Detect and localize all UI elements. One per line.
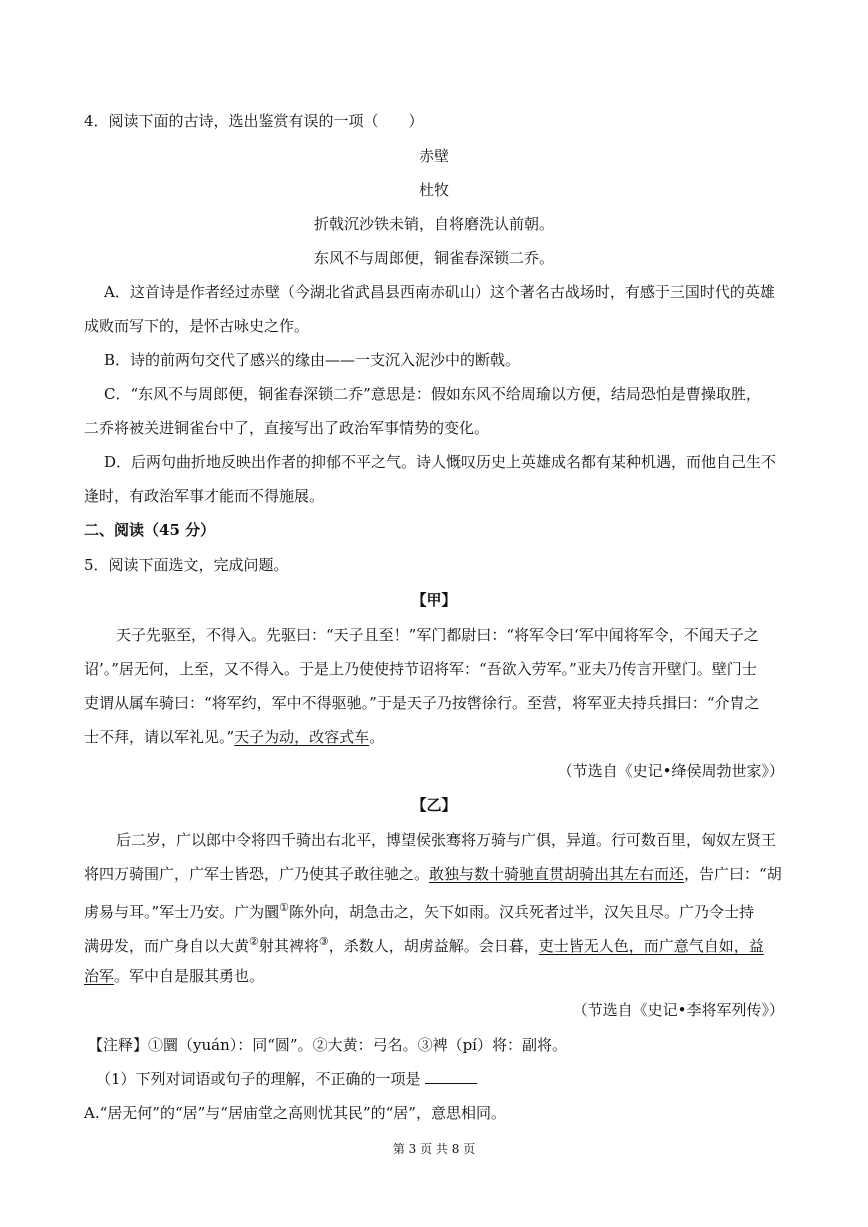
option-c-line-2: 二乔将被关进铜雀台中了，直接写出了政治军事情势的变化。 bbox=[84, 419, 490, 437]
annotation-notes: 【注释】①圜（yuán）：同“圆”。②大黄：弓名。③裨（pí）将：副将。 bbox=[88, 1036, 567, 1054]
option-d-line-1: D．后两句曲折地反映出作者的抑郁不平之气。诗人慨叹历史上英雄成名都有某种机遇，而他自己生不 bbox=[104, 453, 777, 471]
yi-line-2-end: ，告广曰：“胡 bbox=[684, 865, 782, 883]
passage-jia-line-3: 吏谓从属车骑曰：“将军约，军中不得驱驰。”于是天子乃按辔徐行。至营，将军亚夫持兵揖曰：“介胄之 bbox=[84, 694, 760, 712]
option-c-line-1: C．“东风不与周郎便，铜雀春深锁二乔”意思是：假如东风不给周瑜以方便，结局恐怕是曹操取胜， bbox=[104, 385, 761, 403]
yi-underlined-sentence-2: 吏士皆无人色，而广意气自如，益 bbox=[538, 937, 764, 955]
poem-author: 杜牧 bbox=[418, 181, 449, 199]
passage-yi-heading: 【乙】 bbox=[411, 796, 457, 814]
yi-underlined-sentence-1: 敢独与数十骑驰直贯胡骑出其左右而还 bbox=[429, 865, 685, 883]
poem-line-2: 东风不与周郎便，铜雀春深锁二乔。 bbox=[313, 249, 554, 267]
passage-yi-source: （节选自《史记•李将军列传》） bbox=[572, 1001, 784, 1019]
passage-jia-heading: 【甲】 bbox=[411, 591, 457, 609]
passage-yi-line-4 bbox=[84, 932, 764, 956]
option-a-line-1: A．这首诗是作者经过赤壁（今湖北省武昌县西南赤矶山）这个著名古战场时，有感于三国时代的英雄 bbox=[104, 283, 775, 301]
yi-line-5-end: 。军中自是服其勇也。 bbox=[114, 967, 265, 985]
note-marker-1: ① bbox=[279, 901, 290, 914]
option-a-line-2: 成败而写下的，是怀古咏史之作。 bbox=[84, 317, 310, 335]
yi-line-3-end: 陈外向，胡急击之，矢下如雨。汉兵死者过半，汉矢且尽。广乃令士持 bbox=[289, 903, 755, 921]
sub-question-1-text: （1）下列对词语或句子的理解，不正确的一项是 bbox=[96, 1070, 421, 1088]
passage-yi-line-5 bbox=[84, 966, 264, 986]
question-5-stem: 5．阅读下面选文，完成问题。 bbox=[84, 556, 289, 574]
sub-question-1-stem bbox=[96, 1069, 477, 1089]
poem-title: 赤壁 bbox=[418, 147, 449, 165]
yi-line-4-text: 满毋发，而广身自以大黄 bbox=[84, 937, 250, 955]
passage-jia-source: （节选自《史记•绛侯周勃世家》） bbox=[557, 762, 784, 780]
question-4-stem: 4．阅读下面的古诗，选出鉴赏有误的一项（ ） bbox=[84, 112, 424, 130]
passage-yi-line-3 bbox=[84, 898, 754, 922]
passage-yi-line-2 bbox=[84, 864, 782, 884]
jia-line-4-text: 士不拜，请以军礼见。” bbox=[84, 728, 235, 746]
passage-jia-line-1: 天子先驱至，不得入。先驱曰：“天子且至！”军门都尉曰：“将军令曰‘军中闻将军令，不闻天子之 bbox=[116, 626, 759, 644]
yi-underlined-sentence-2-end: 治军 bbox=[84, 967, 115, 985]
note-marker-2: ② bbox=[249, 935, 259, 948]
poem-line-1: 折戟沉沙铁未销，自将磨洗认前朝。 bbox=[313, 215, 554, 233]
yi-line-3-text: 虏易与耳。”军士乃安。广为圜 bbox=[84, 903, 280, 921]
sub-question-1-option-a: A.“居无何”的“居”与“居庙堂之高则忧其民”的“居”，意思相同。 bbox=[84, 1104, 506, 1122]
jia-underlined-sentence: 天子为动，改容式车 bbox=[234, 728, 370, 746]
note-marker-3: ③ bbox=[318, 935, 329, 948]
page-footer: 第 3 页 共 8 页 bbox=[392, 1142, 476, 1156]
option-b-line-1: B．诗的前两句交代了感兴的缘由——一支沉入泥沙中的断戟。 bbox=[104, 351, 521, 369]
passage-yi-line-1: 后二岁，广以郎中令将四千骑出右北平，博望侯张骞将万骑与广俱，异道。行可数百里，匈奴左贤王 bbox=[116, 831, 777, 849]
passage-jia-line-2: 诏’。”居无何，上至，又不得入。于是上乃使使持节诏将军：“吾欲入劳军。”亚夫乃传言开壁门。壁门士 bbox=[84, 660, 757, 678]
yi-line-2-text: 将四万骑围广，广军士皆恐，广乃使其子敢往驰之。 bbox=[84, 865, 430, 883]
yi-line-4-mid: 射其裨将 bbox=[258, 937, 319, 955]
section-2-heading: 二、阅读（45 分） bbox=[84, 521, 216, 539]
option-d-line-2: 逢时，有政治军事才能而不得施展。 bbox=[84, 487, 325, 505]
jia-line-4-end: 。 bbox=[369, 728, 385, 746]
answer-blank[interactable] bbox=[425, 1069, 477, 1084]
passage-jia-line-4 bbox=[84, 727, 384, 747]
yi-line-4-cont: ，杀数人，胡虏益解。会日暮， bbox=[328, 937, 539, 955]
